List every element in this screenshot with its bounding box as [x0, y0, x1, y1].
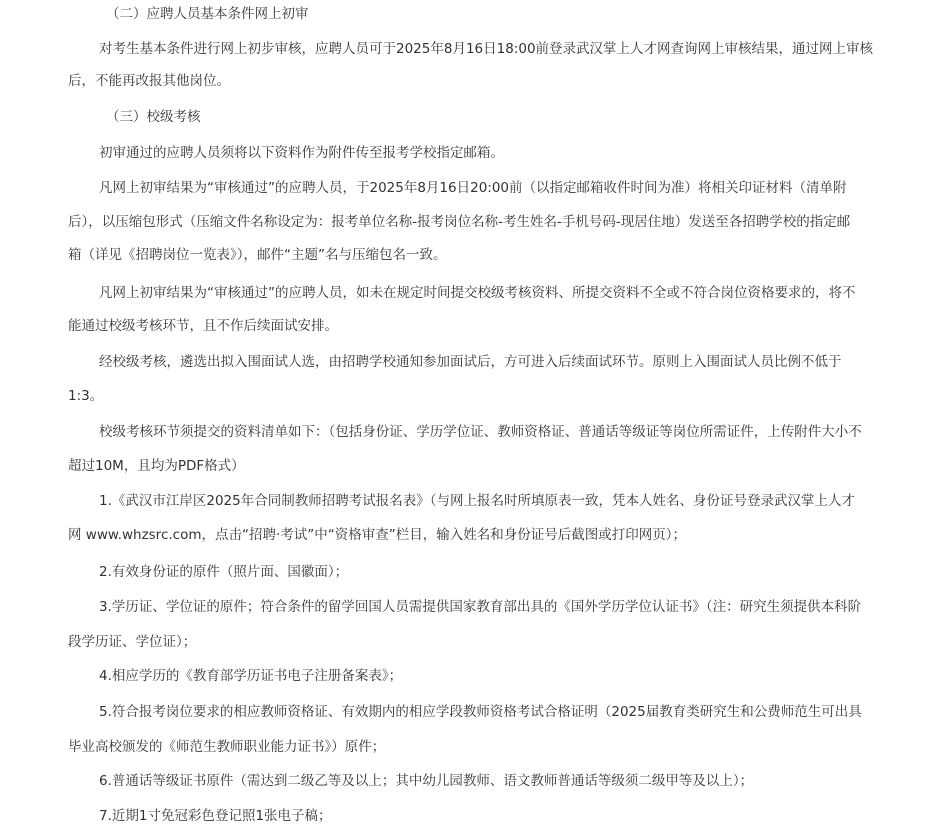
paragraph-line: 超过10M，且均为PDF格式） [68, 458, 245, 474]
list-item: 7.近期1寸免冠彩色登记照1张电子稿； [99, 808, 332, 824]
list-item: 5.符合报考岗位要求的相应教师资格证、有效期内的相应学段教师资格考试合格证明（2025届教育类研究生和公费师范生可出具 [99, 704, 862, 720]
list-item-continuation: 段学历证、学位证）； [68, 634, 197, 650]
paragraph-line: 对考生基本条件进行网上初步审核，应聘人员可于2025年8月16日18:00前登录武汉掌上人才网查询网上审核结果，通过网上审核 [99, 41, 874, 57]
list-item: 3.学历证、学位证的原件；符合条件的留学回国人员需提供国家教育部出具的《国外学历学位认证书》（注：研究生须提供本科阶 [99, 599, 862, 615]
list-item-continuation: 毕业高校颁发的《师范生教师职业能力证书》）原件； [68, 739, 386, 755]
section-heading-school-review: （三）校级考核 [106, 109, 201, 125]
list-item-continuation: 网 www.whzsrc.com，点击“招聘·考试”中“资格审查”栏目，输入姓名和身份证号后截图或打印网页）； [68, 527, 686, 543]
list-item: 1.《武汉市江岸区2025年合同制教师招聘考试报名表》（与网上报名时所填原表一致，凭本人姓名、身份证号登录武汉掌上人才 [99, 493, 855, 509]
paragraph-line: 凡网上初审结果为“审核通过”的应聘人员，于2025年8月16日20:00前（以指定邮箱收件时间为准）将相关印证材料（清单附 [99, 180, 847, 196]
paragraph-line: 箱（详见《招聘岗位一览表》），邮件“主题”名与压缩包名一致。 [68, 247, 447, 263]
section-heading-online-review: （二）应聘人员基本条件网上初审 [106, 6, 309, 22]
paragraph-line: 初审通过的应聘人员须将以下资料作为附件传至报考学校指定邮箱。 [99, 145, 504, 161]
paragraph-line: 1:3。 [68, 388, 104, 404]
list-item: 6.普通话等级证书原件（需达到二级乙等及以上；其中幼儿园教师、语文教师普通话等级须二级甲等及以上）； [99, 773, 754, 789]
paragraph-line: 后），以压缩包形式（压缩文件名称设定为：报考单位名称-报考岗位名称-考生姓名-手机号码-现居住地）发送至各招聘学校的指定邮 [68, 214, 851, 230]
paragraph-line: 后，不能再改报其他岗位。 [68, 73, 230, 89]
paragraph-line: 凡网上初审结果为“审核通过”的应聘人员，如未在规定时间提交校级考核资料、所提交资料不全或不符合岗位资格要求的，将不 [99, 285, 856, 301]
paragraph-line: 经校级考核，遴选出拟入围面试人选，由招聘学校通知参加面试后，方可进入后续面试环节。原则上入围面试人员比例不低于 [99, 354, 842, 370]
list-item: 2.有效身份证的原件（照片面、国徽面）； [99, 564, 349, 580]
list-item: 4.相应学历的《教育部学历证书电子注册备案表》； [99, 668, 403, 684]
paragraph-line: 能通过校级考核环节，且不作后续面试安排。 [68, 318, 338, 334]
paragraph-line: 校级考核环节须提交的资料清单如下：（包括身份证、学历学位证、教师资格证、普通话等级证等岗位所需证件，上传附件大小不 [99, 424, 862, 440]
